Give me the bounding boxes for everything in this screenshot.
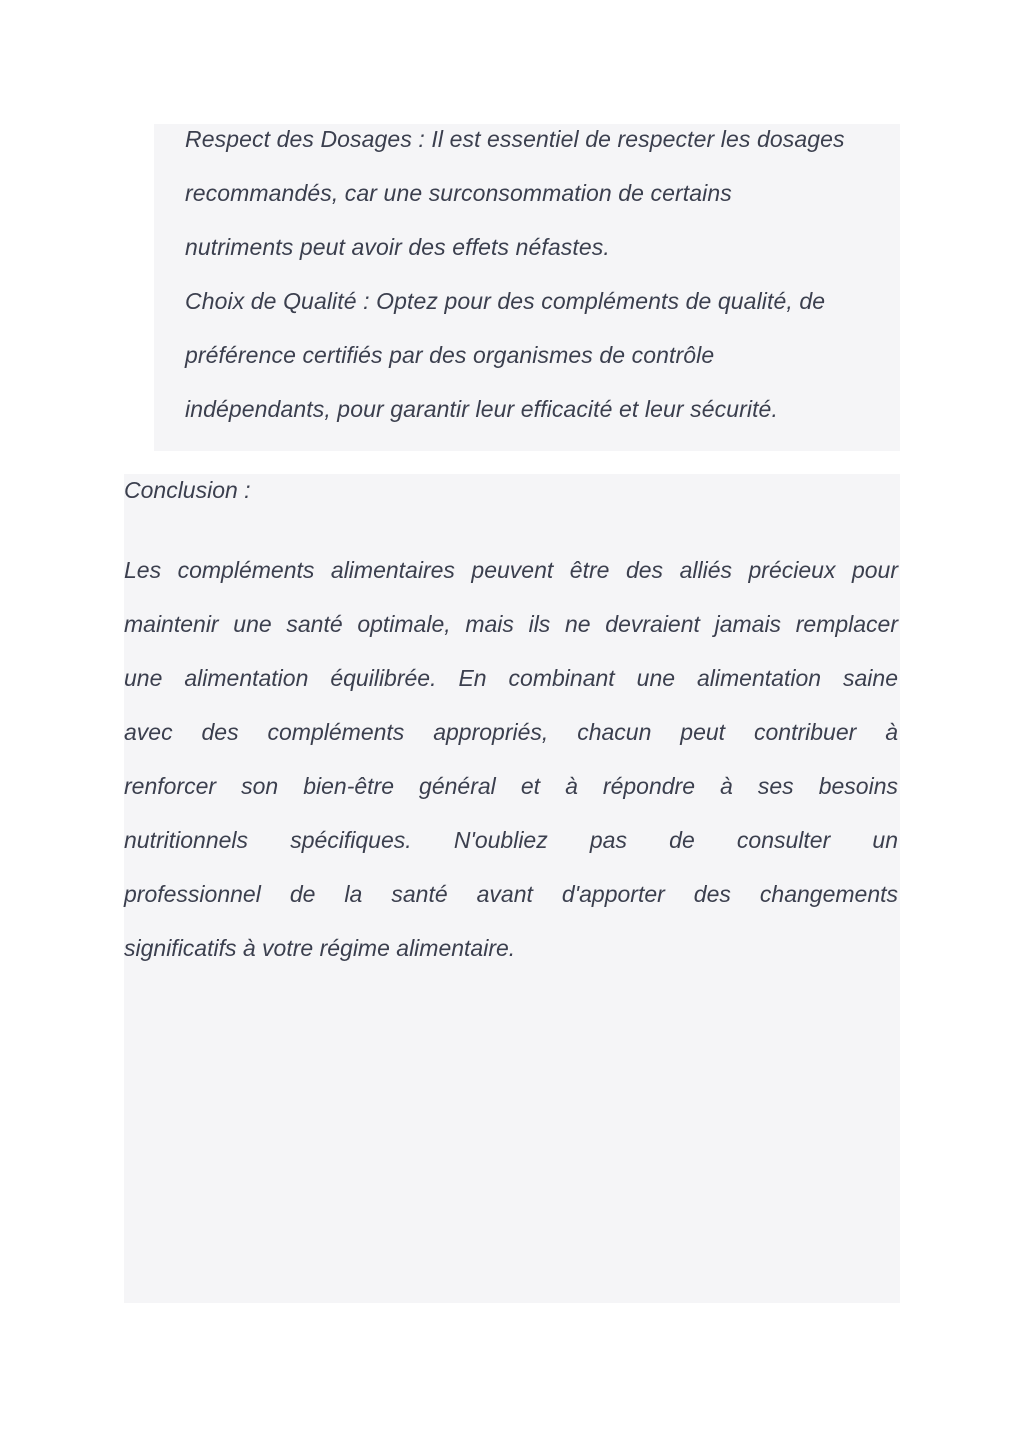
list-item-dosages <box>185 112 900 274</box>
text-line: maintenir une santé optimale, mais ils ne devraient jamais remplacer <box>124 611 898 637</box>
recommendations-list <box>154 124 900 451</box>
text-line: une alimentation équilibrée. En combinant une alimentation saine <box>124 665 898 691</box>
text-line: préférence certifiés par des organismes de contrôle <box>185 342 715 368</box>
text-line: renforcer son bien-être général et à répondre à ses besoins <box>124 773 898 799</box>
text-line: nutriments peut avoir des effets néfastes. <box>185 234 610 260</box>
text-line: Choix de Qualité : Optez pour des compléments de qualité, de <box>185 288 826 314</box>
text-line: recommandés, car une surconsommation de certains <box>185 180 732 206</box>
conclusion-paragraph <box>124 543 898 975</box>
list-item-qualite <box>185 274 900 436</box>
text-line: Les compléments alimentaires peuvent être des alliés précieux pour <box>124 557 898 583</box>
text-line: significatifs à votre régime alimentaire. <box>124 935 516 961</box>
text-line: avec des compléments appropriés, chacun peut contribuer à <box>124 719 898 745</box>
conclusion-section <box>124 474 900 1303</box>
text-line: Respect des Dosages : Il est essentiel de respecter les dosages <box>185 126 845 152</box>
text-line: professionnel de la santé avant d'apporter des changements <box>124 881 898 907</box>
conclusion-heading: Conclusion : <box>124 477 251 503</box>
text-line: nutritionnels spécifiques. N'oubliez pas de consulter un <box>124 827 898 853</box>
text-line: indépendants, pour garantir leur efficacité et leur sécurité. <box>185 396 778 422</box>
